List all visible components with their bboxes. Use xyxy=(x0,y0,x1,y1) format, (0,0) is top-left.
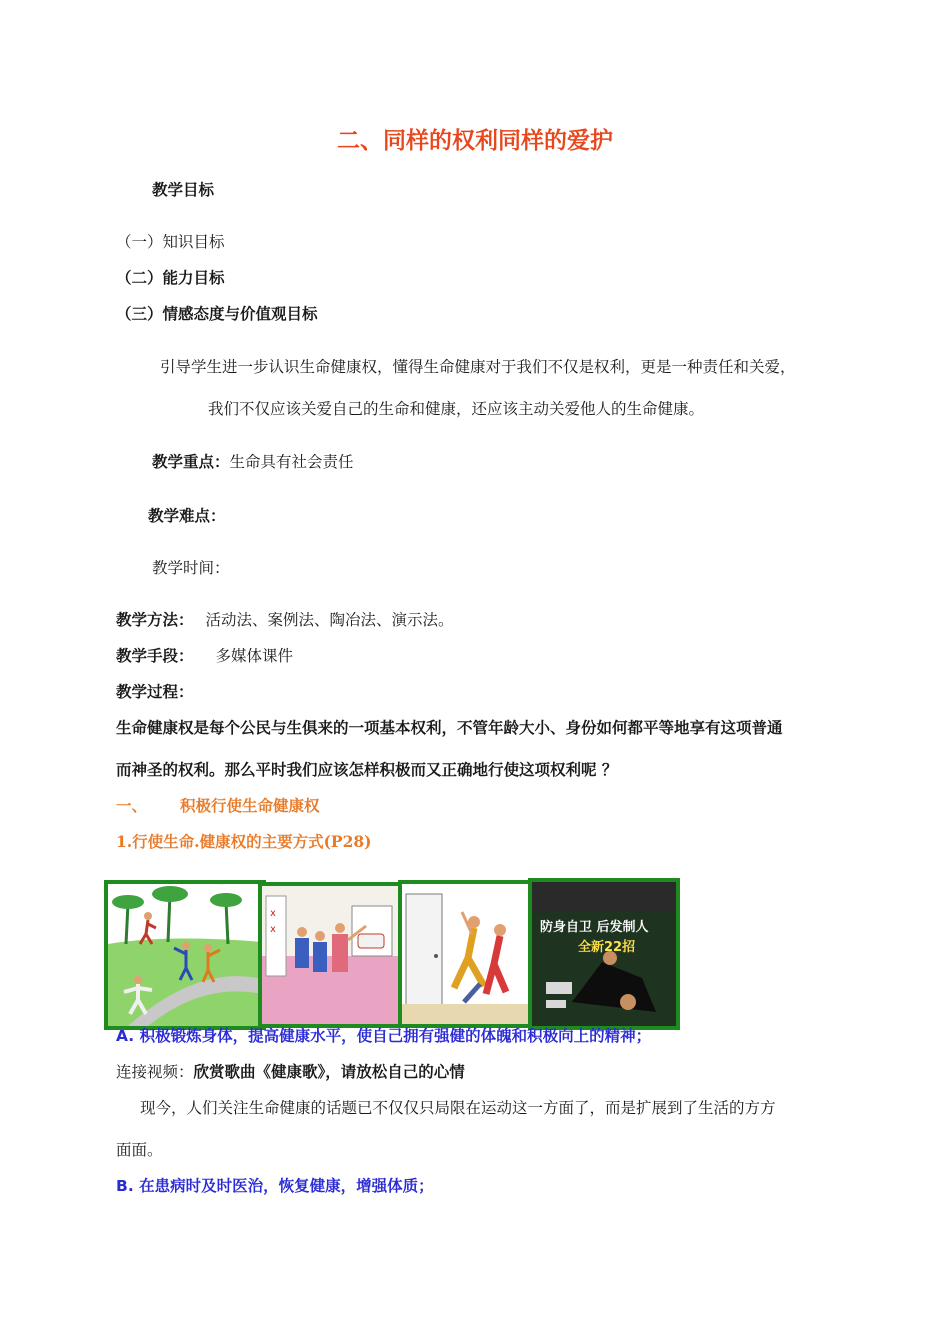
street-picture xyxy=(258,882,406,1028)
focus-value: 生命具有社会责任 xyxy=(229,453,354,471)
teaching-means xyxy=(116,646,293,666)
objective-attitude: （三）情感态度与价值观目标 xyxy=(116,305,318,323)
section1-title: 积极行使生命健康权 xyxy=(180,797,320,815)
objective-knowledge: （一）知识目标 xyxy=(116,233,225,251)
exercise-picture xyxy=(104,880,266,1030)
method-value: 活动法、案例法、陶冶法、演示法。 xyxy=(205,611,454,629)
goal-paragraph-line1: 引导学生进一步认识生命健康权，懂得生命健康对于我们不仅是权利，更是一种责任和关爱， xyxy=(160,358,796,376)
page-title: 二、同样的权利同样的爱护 xyxy=(337,128,613,154)
difficulty-label: 教学难点： xyxy=(148,507,226,525)
means-label: 教学手段： xyxy=(116,647,194,665)
objectives-heading: 教学目标 xyxy=(152,181,215,199)
means-value: 多媒体课件 xyxy=(215,647,294,665)
fight-illustration xyxy=(402,884,546,1024)
paragraph2-line1: 现今，人们关注生命健康的话题已不仅仅只局限在运动这一方面了，而是扩展到了生活的方方 xyxy=(140,1099,776,1117)
paragraph2-line2: 面面。 xyxy=(116,1141,163,1159)
video-value: 欣赏歌曲《健康歌》，请放松自己的心情 xyxy=(193,1063,465,1081)
teaching-method xyxy=(116,610,454,630)
svg-text:x: x xyxy=(270,924,276,935)
exercise-illustration xyxy=(108,884,262,1026)
self-defense-poster xyxy=(528,878,680,1030)
svg-text:x: x xyxy=(270,908,276,919)
poster-subtitle: 全新22招 xyxy=(578,940,636,955)
street-illustration xyxy=(262,886,402,1024)
time-label: 教学时间： xyxy=(152,559,230,577)
intro-line1: 生命健康权是每个公民与生俱来的一项基本权利，不管年龄大小、身份如何都平等地享有这项普通 xyxy=(116,719,783,737)
video-label: 连接视频： xyxy=(116,1063,194,1081)
video-link xyxy=(116,1062,465,1082)
item-a: A. 积极锻炼身体，提高健康水平，使自己拥有强健的体魄和积极向上的精神； xyxy=(116,1027,652,1045)
method-label: 教学方法： xyxy=(116,611,194,629)
intro-line2: 而神圣的权利。那么平时我们应该怎样积极而又正确地行使这项权利呢 ？ xyxy=(116,761,618,779)
process-label: 教学过程： xyxy=(116,683,194,701)
poster-title: 防身自卫 后发制人 xyxy=(540,920,649,935)
subsection1-title: 1.行使生命.健康权的主要方式(P28) xyxy=(116,832,372,851)
section1-number: 一、 xyxy=(116,797,148,815)
focus-label: 教学重点： xyxy=(152,453,230,471)
item-b: B. 在患病时及时医治，恢复健康，增强体质； xyxy=(116,1177,434,1195)
teaching-focus xyxy=(152,452,354,472)
objective-ability: （二）能力目标 xyxy=(116,269,225,287)
goal-paragraph-line2: 我们不仅应该关爱自己的生命和健康，还应该主动关爱他人的生命健康。 xyxy=(208,400,705,418)
